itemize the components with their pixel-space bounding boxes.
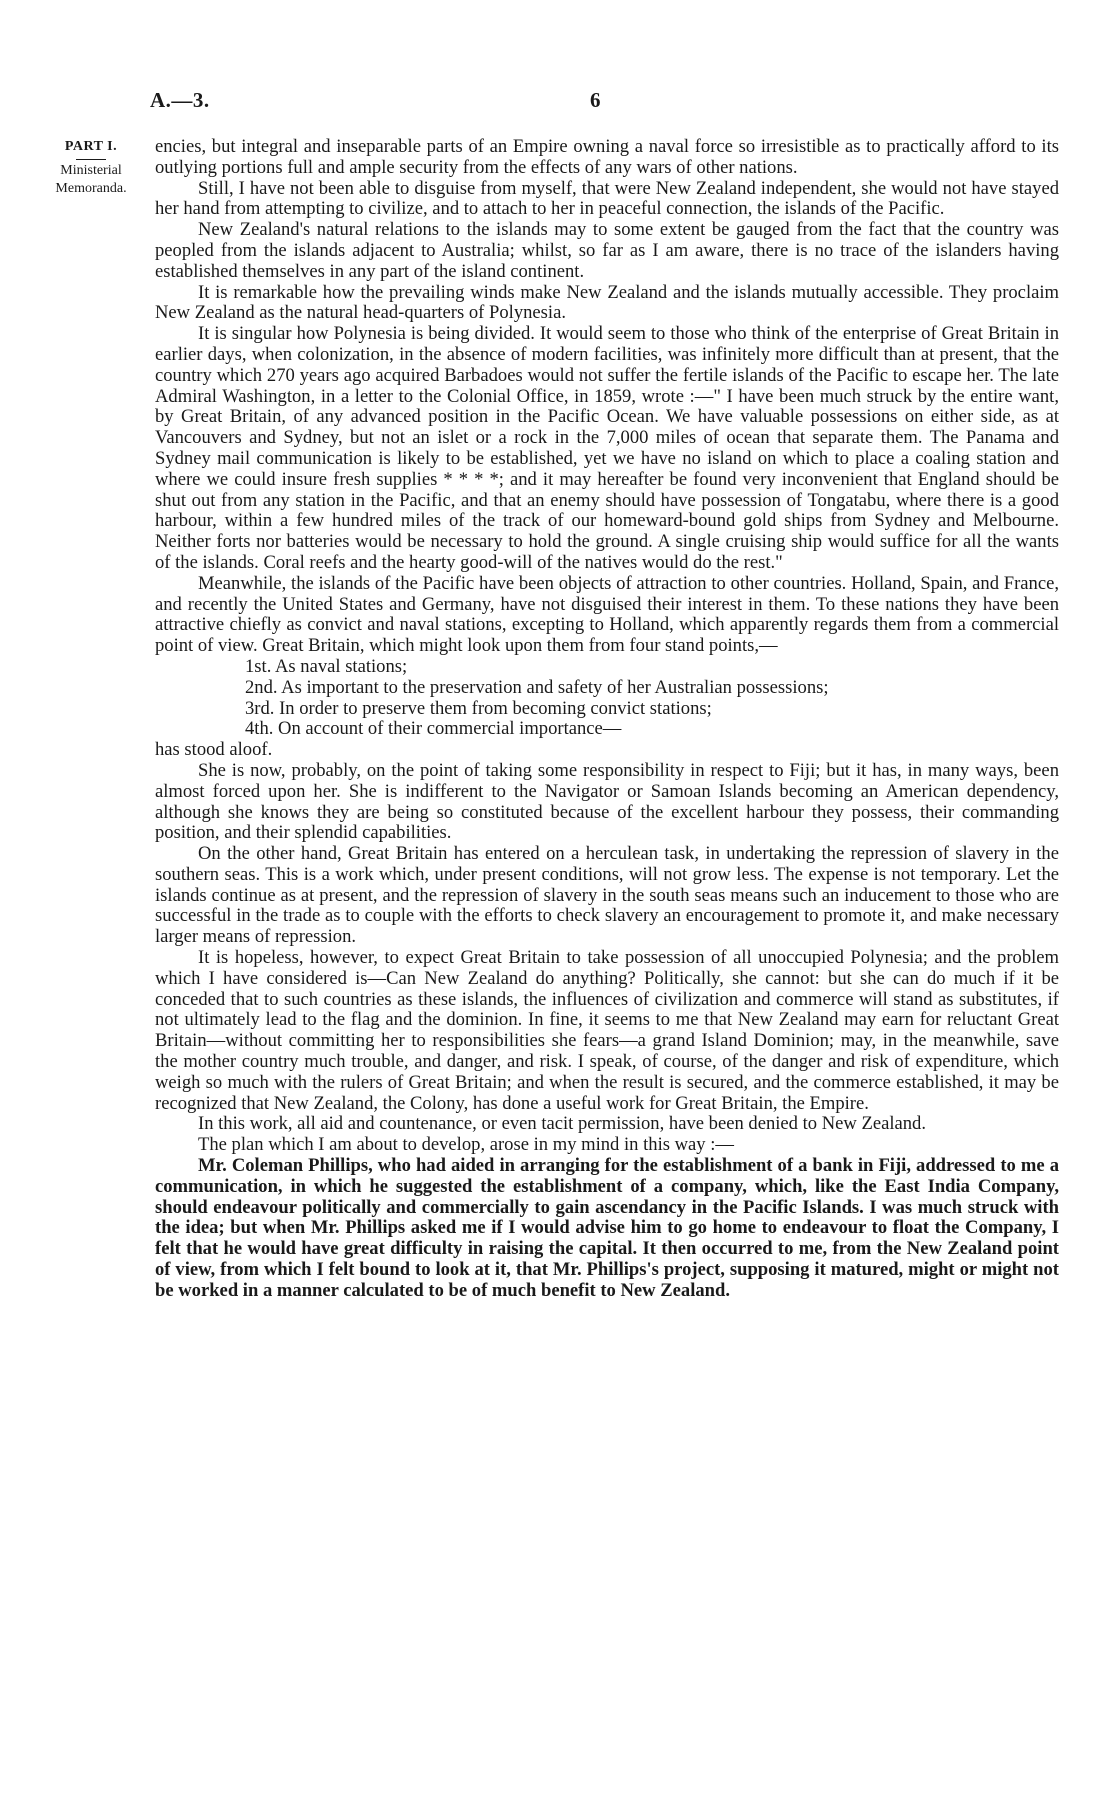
paragraph: Mr. Coleman Phillips, who had aided in arranging for the establishment of a bank in Fiji, addressed to me a communication, in which he suggested the establishment of a company, which, like the East India Company, should endeavour politically and commercially to gain ascendancy in the Pacific Islands. I was much struck with the idea; but when Mr. Phillips asked me if I would advise him to go home to endeavour to float the Company, I felt that he would have great difficulty in raising the capital. It then occurred to me, from the New Zealand point of view, from which I felt bound to look at it, that Mr. Phillips's project, supposing it matured, might or might not be worked in a manner calculated to be of much benefit to New Zealand.: [155, 1155, 1059, 1301]
list-item: 3rd. In order to preserve them from becoming convict stations;: [245, 697, 712, 719]
paragraph: encies, but integral and inseparable parts of an Empire owning a naval force so irresistible as to practically afford to its outlying portions full and ample security from the effects of any wars of other nations.: [155, 136, 1059, 178]
paragraph: On the other hand, Great Britain has entered on a herculean task, in undertaking the repression of slavery in the southern seas. This is a work which, under present conditions, will not grow less. The expense is not temporary. Let the islands continue as at present, and the repression of slavery in the south seas means such an inducement to those who are successful in the trade as to couple with the efforts to check slavery an encouragement to promote it, and make necessary larger means of repression.: [155, 843, 1059, 948]
margin-rule: [76, 159, 106, 160]
paragraph: Still, I have not been able to disguise from myself, that were New Zealand independent, she would not have stayed her hand from attempting to civilize, and to attach to her in peaceful connection, the islands of the Pacific.: [155, 177, 1059, 220]
margin-note-line: Ministerial: [60, 163, 122, 178]
paragraph: has stood aloof.: [155, 739, 273, 761]
paragraph: It is hopeless, however, to expect Great Britain to take possession of all unoccupied Polynesia; and the problem which I have considered is—Can New Zealand do anything? Politically, she cannot: but she can do much if it be conceded that to such countries as these islands, the influences of civilization and commerce will stand as substitutes, if not ultimately lead to the flag and the dominion. In fine, it seems to me that New Zealand may earn for reluctant Great Britain—without committing her to responsibilities she fears—a grand Island Dominion; may, in the meanwhile, save the mother country much trouble, and danger, and risk. I speak, of course, of the danger and risk of expenditure, which weigh so much with the rulers of Great Britain; and when the result is secured, and the commerce established, it may be recognized that New Zealand, the Colony, has done a useful work for Great Britain, the Empire.: [155, 947, 1059, 1114]
paragraph: It is singular how Polynesia is being divided. It would seem to those who think of the enterprise of Great Britain in earlier days, when colonization, in the absence of modern facilities, was infinitely more difficult than at present, that the country which 270 years ago acquired Barbadoes would not suffer the fertile islands of the Pacific to escape her. The late Admiral Washington, in a letter to the Colonial Office, in 1859, wrote :—" I have been much struck by the entire want, by Great Britain, of any advanced position in the Pacific Ocean. We have valuable possessions on either side, as at Vancouvers and Sydney, but not an islet or a rock in the 7,000 miles of ocean that separate them. The Panama and Sydney mail communication is likely to be established, yet we have no island on which to place a coaling station and where we could insure fresh supplies * * * *; and it may hereafter be found very inconvenient that England should be shut out from any station in the Pacific, and that an enemy should have possession of Tongatabu, where there is a good harbour, within a few hundred miles of the track of our homeward-bound gold ships from Sydney and Melbourne. Neither forts nor batteries would be necessary to hold the ground. A single cruising ship would suffice for all the wants of the islands. Coral reefs and the hearty good-will of the natives would do the rest.": [155, 323, 1059, 573]
document-code: A.—3.: [150, 88, 210, 112]
list-item: 2nd. As important to the preservation and safety of her Australian possessions;: [245, 676, 829, 698]
paragraph: The plan which I am about to develop, arose in my mind in this way :—: [198, 1134, 735, 1156]
body-text: [155, 137, 1059, 1302]
paragraph: In this work, all aid and countenance, or even tacit permission, have been denied to New Zealand.: [198, 1113, 926, 1135]
paragraph: She is now, probably, on the point of taking some responsibility in respect to Fiji; but it has, in many ways, been almost forced upon her. She is indifferent to the Navigator or Samoan Islands becoming an American dependency, although she knows they are being so constituted because of the excellent harbour they possess, their commanding position, and their splendid capabilities.: [155, 759, 1059, 844]
list-item: 1st. As naval stations;: [245, 655, 408, 677]
margin-note-line: Memoranda.: [55, 181, 127, 196]
paragraph: It is remarkable how the prevailing winds make New Zealand and the islands mutually accessible. They proclaim New Zealand as the natural head-quarters of Polynesia.: [155, 281, 1059, 324]
margin-note: [36, 138, 146, 198]
paragraph: Meanwhile, the islands of the Pacific have been objects of attraction to other countries. Holland, Spain, and France, and recently the United States and Germany, have not disguised their interest in them. To these nations they have been attractive chiefly as convict and naval stations, excepting to Holland, which apparently regards them from a commercial point of view. Great Britain, which might look upon them from four stand points,—: [155, 572, 1059, 657]
list-item: 4th. On account of their commercial importance—: [245, 718, 622, 740]
paragraph: New Zealand's natural relations to the islands may to some extent be gauged from the fact that the country was peopled from the islands adjacent to Australia; whilst, so far as I am aware, there is no trace of the islanders having established themselves in any part of the island continent.: [155, 219, 1059, 282]
page-number: 6: [590, 88, 601, 112]
margin-part-label: PART I.: [64, 139, 118, 154]
